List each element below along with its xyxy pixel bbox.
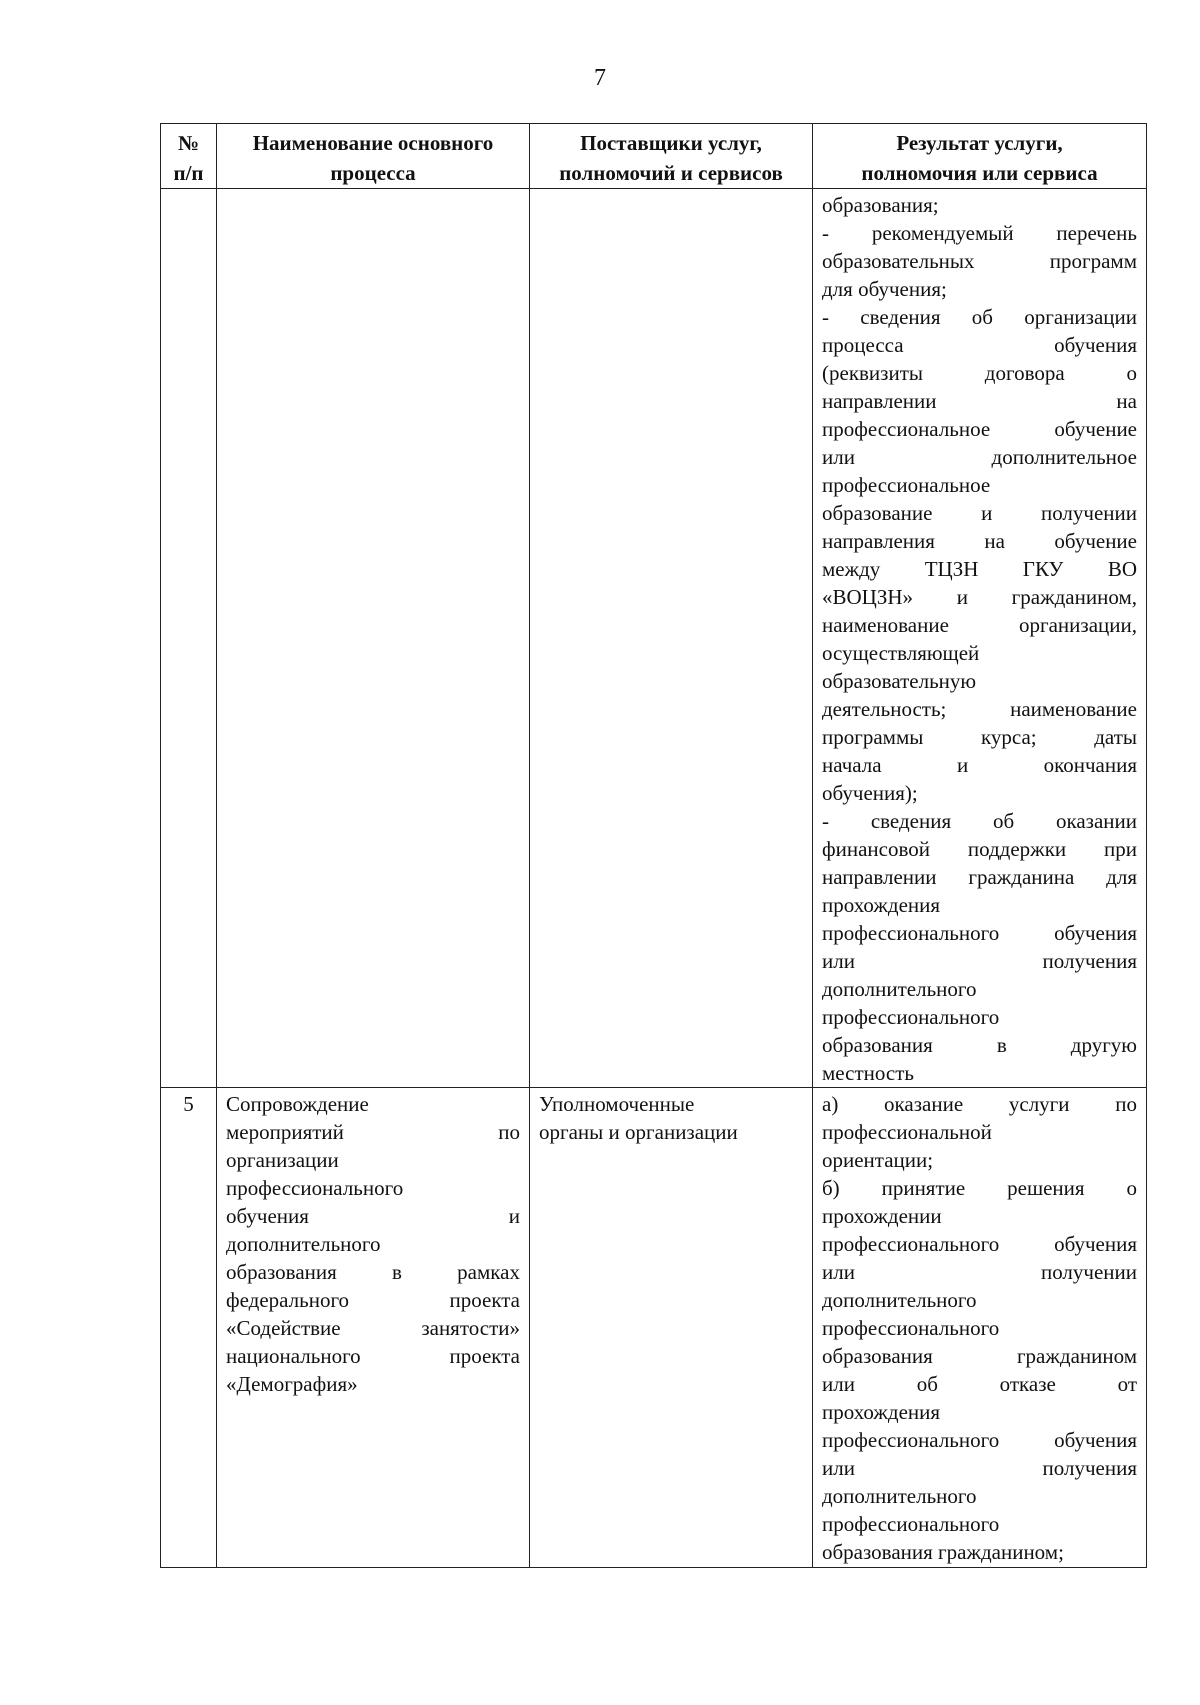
text-line: прохождения [822,893,941,917]
header-result [813,124,1147,189]
text-line: дополнительного [822,1288,977,1312]
page-number: 7 [594,65,606,91]
table-row-continued [161,189,1147,1088]
text-line: профессионального [822,1316,1000,1340]
text-line: профессионального [226,1176,404,1200]
text-line: прохождения [822,1400,941,1424]
text-line: или об отказе от [822,1372,1137,1396]
text-line: образования гражданином [822,1344,1137,1368]
text-line: «Демография» [226,1372,358,1396]
text-line: национального проекта [226,1344,520,1368]
text-line: ориентации; [822,1148,934,1172]
text-line: или получении [822,1260,1137,1284]
text-line: осуществляющей [822,641,980,665]
text-line: или дополнительное [822,445,1137,469]
row5-number-cell: 5 [161,1088,217,1568]
text-line: профессионального обучения [822,921,1137,945]
text-line: организации [226,1148,339,1172]
text-line: профессиональное [822,473,991,497]
text-line: образование и получении [822,501,1137,525]
text-line: обучения и [226,1204,520,1228]
text-line: «ВОЦЗН» и гражданином, [822,585,1137,609]
text-line: - сведения об оказании [822,809,1137,833]
text-line: - рекомендуемый перечень [822,221,1137,245]
header-process [217,124,530,189]
text-line: направления на обучение [822,529,1137,553]
header-result-line: полномочия или сервиса [861,161,1098,185]
text-line: дополнительного [226,1232,381,1256]
text-line: дополнительного [822,977,977,1001]
text-line: б) принятие решения о [822,1176,1137,1200]
text-line: финансовой поддержки при [822,837,1137,861]
text-line: обучения); [822,781,918,805]
header-number-line: № [177,131,200,155]
text-line: или получения [822,949,1137,973]
text-line: образовательных программ [822,249,1137,273]
process-table [160,123,1147,1568]
text-line: - сведения об организации [822,305,1137,329]
text-line: Сопровождение [226,1092,369,1116]
row5-providers-cell [530,1088,813,1568]
text-line: образования; [822,193,939,217]
text-line: профессиональной [822,1120,992,1144]
text-line: для обучения; [822,277,947,301]
text-line: профессионального [822,1005,1000,1029]
header-result-line: Результат услуги, [896,131,1063,155]
continued-process-cell [217,189,530,1088]
text-line: наименование организации, [822,613,1137,637]
text-line: профессионального обучения [822,1232,1137,1256]
text-line: образования гражданином; [822,1540,1064,1564]
continued-result-cell [813,189,1147,1088]
row5-result-cell [813,1088,1147,1568]
table-header-row [161,124,1147,189]
header-providers-line: Поставщики услуг, [580,131,762,155]
text-line: федерального проекта [226,1288,520,1312]
text-line: прохождении [822,1204,942,1228]
text-line: (реквизиты договора о [822,361,1137,385]
text-line: начала и окончания [822,753,1137,777]
text-line: мероприятий по [226,1120,520,1144]
header-number-line: п/п [173,161,204,185]
text-line: «Содействие занятости» [226,1316,520,1340]
text-line: Уполномоченные [539,1092,695,1116]
text-line: направлении на [822,389,1137,413]
text-line: или получения [822,1456,1137,1480]
header-providers-line: полномочий и сервисов [559,161,783,185]
text-line: программы курса; даты [822,725,1137,749]
table-row-5 [161,1088,1147,1568]
text-line: дополнительного [822,1484,977,1508]
text-line: местность [822,1061,914,1085]
header-process-line: Наименование основного [252,131,494,155]
text-line: между ТЦЗН ГКУ ВО [822,557,1137,581]
text-line: деятельность; наименование [822,697,1137,721]
text-line: образования в другую [822,1033,1137,1057]
text-line: профессионального обучения [822,1428,1137,1452]
text-line: образования в рамках [226,1260,520,1284]
header-process-line: процесса [330,161,416,185]
text-line: образовательную [822,669,977,693]
text-line: направлении гражданина для [822,865,1137,889]
text-line: процесса обучения [822,333,1137,357]
text-line: а) оказание услуги по [822,1092,1137,1116]
header-providers [530,124,813,189]
continued-number-cell [161,189,217,1088]
header-number [161,124,217,189]
text-line: профессиональное обучение [822,417,1137,441]
row5-process-cell [217,1088,530,1568]
text-line: органы и организации [539,1120,738,1144]
text-line: профессионального [822,1512,1000,1536]
continued-providers-cell [530,189,813,1088]
